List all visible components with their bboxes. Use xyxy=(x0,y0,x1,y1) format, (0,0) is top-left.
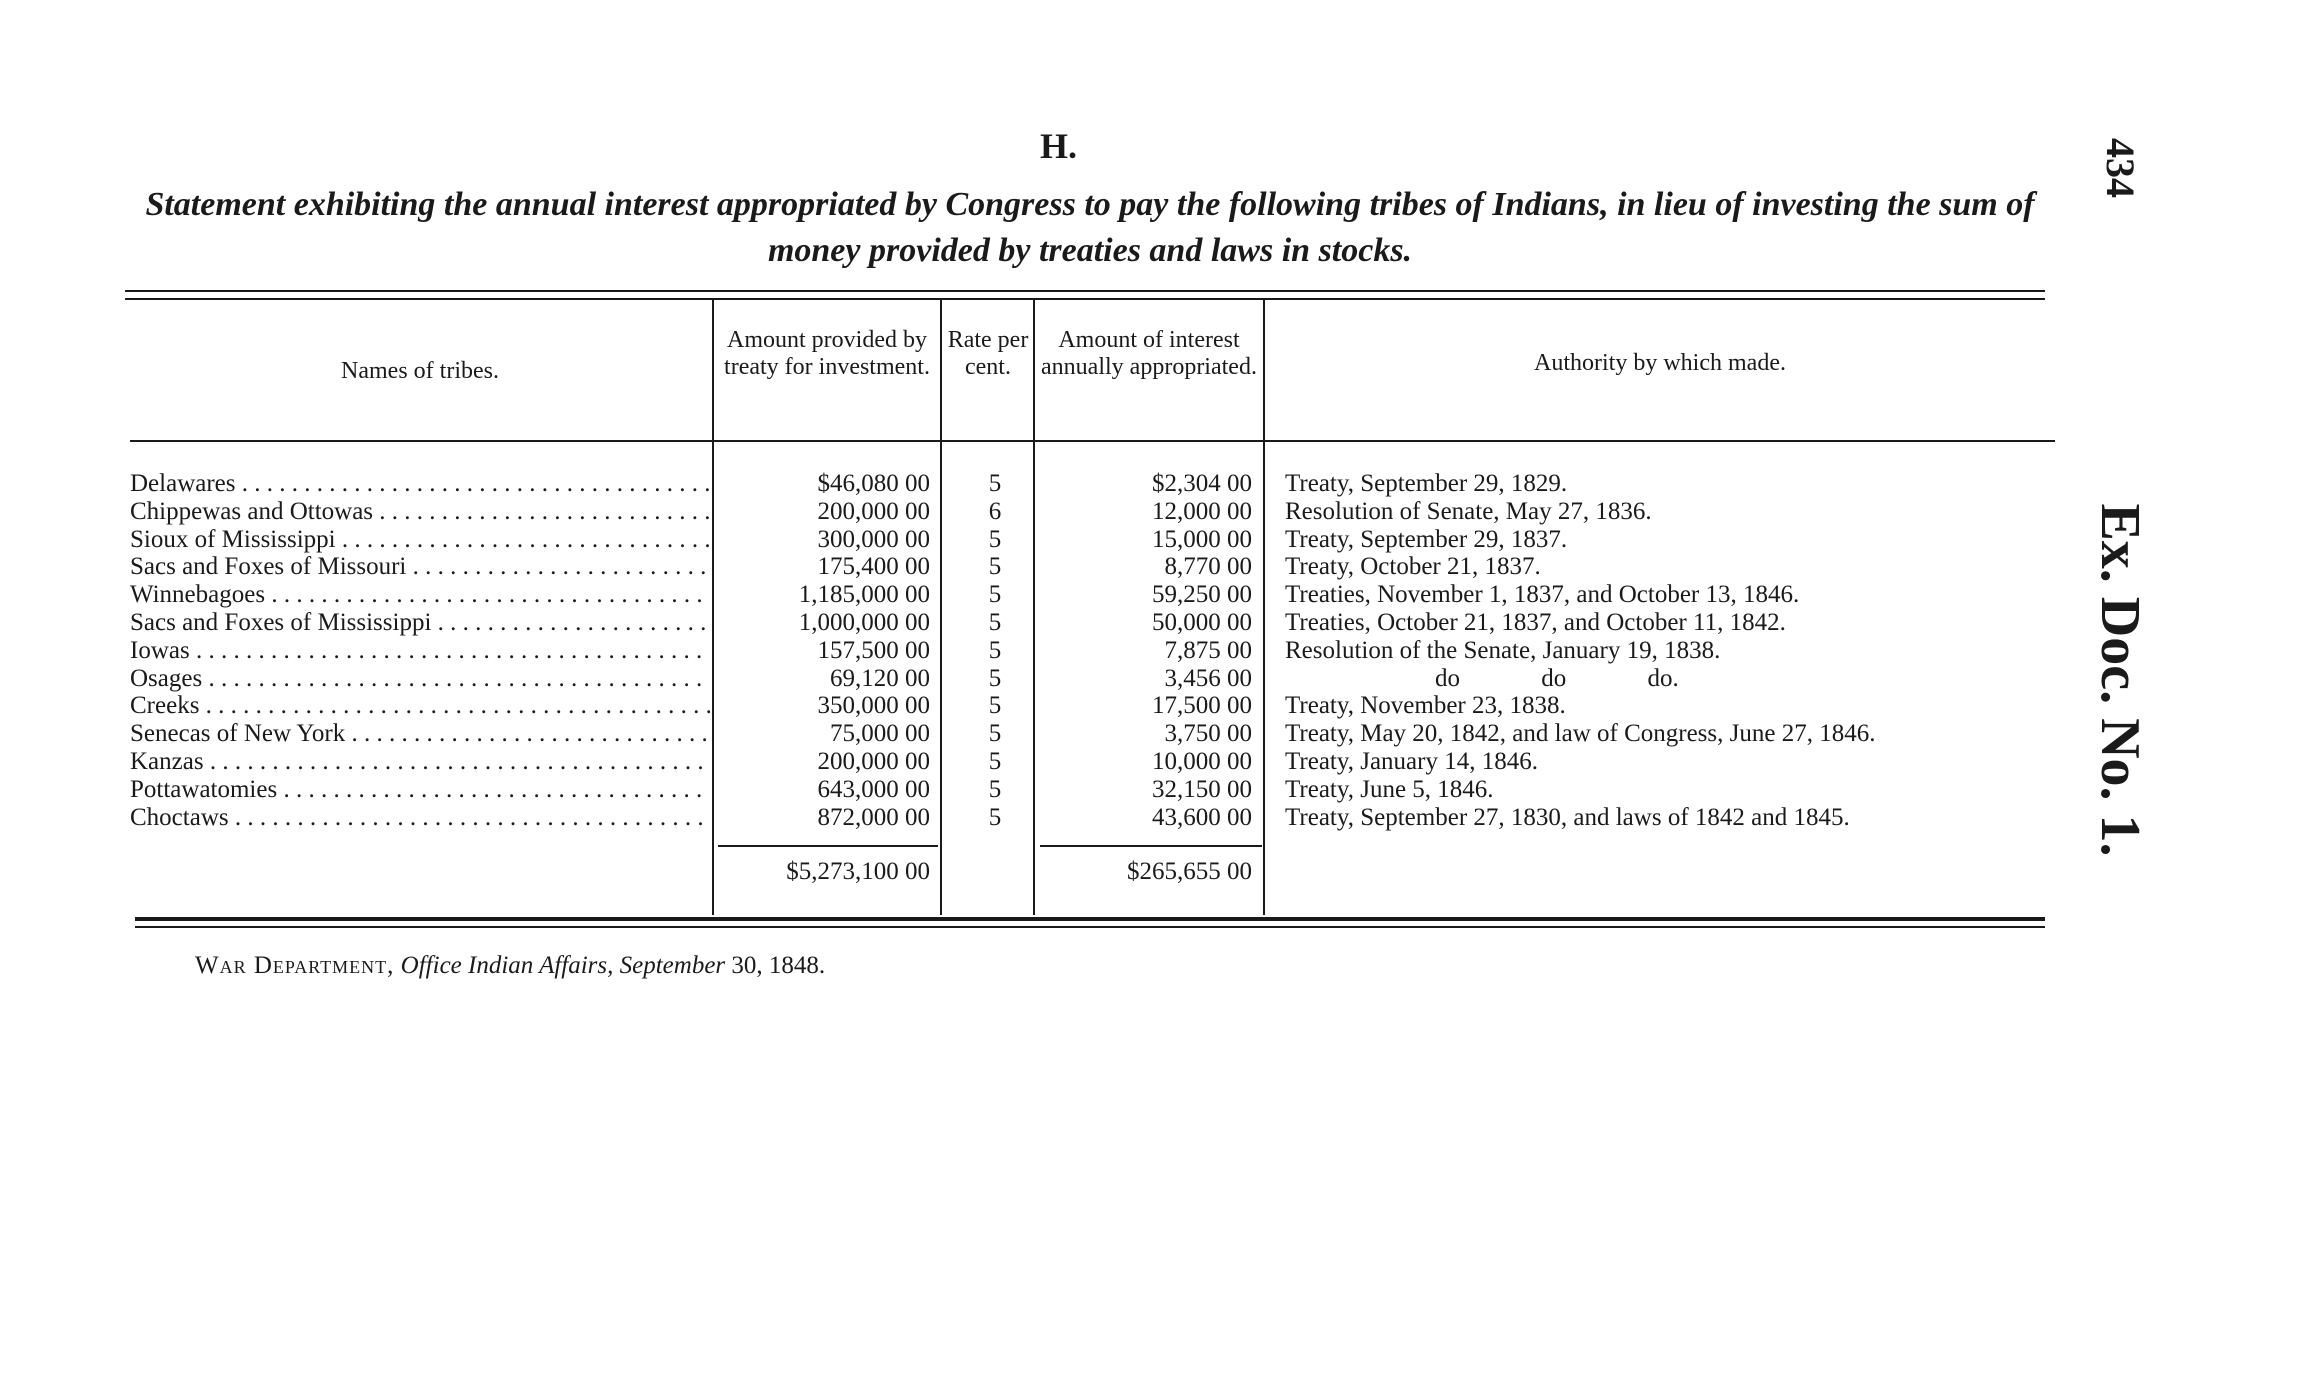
column-header-names: Names of tribes. xyxy=(341,358,499,384)
column-divider-4 xyxy=(1263,300,1265,915)
authority-cell: Treaty, June 5, 1846. xyxy=(1285,775,1494,803)
authority-cell: Treaty, September 29, 1829. xyxy=(1285,470,1568,497)
rate-cell: 5 xyxy=(988,803,1002,831)
tribe-name: Osages . . . xyxy=(130,665,710,693)
amount-cell: 157,500 00 xyxy=(817,636,930,664)
tribe-name: Iowas . . . xyxy=(130,637,710,665)
interest-column xyxy=(1040,470,1252,831)
page-number: 434 xyxy=(2098,138,2143,198)
rate-cell: 5 xyxy=(988,608,1002,636)
tribe-names-column xyxy=(130,470,710,831)
tribe-name: Delawares . . . xyxy=(130,470,710,498)
rate-cell: 5 xyxy=(988,692,1002,720)
interest-cell: 12,000 00 xyxy=(1152,497,1252,525)
amount-cell: 300,000 00 xyxy=(817,525,930,553)
amount-cell: 69,120 00 xyxy=(830,664,930,692)
document-label: Ex. Doc. No. 1. xyxy=(2089,503,2151,857)
tribe-name: Choctaws . . . xyxy=(130,804,710,832)
authority-cell: Treaty, January 14, 1846. xyxy=(1285,747,1538,775)
authority-cell: Treaty, May 20, 1842, and law of Congress, June 27, 1846. xyxy=(1285,720,1876,748)
rate-cell: 5 xyxy=(988,581,1002,609)
tribe-name: Pottawatomies . . . xyxy=(130,776,710,804)
document-title: Statement exhibiting the annual interest appropriated by Congress to pay the following tribes of Indians, in lieu of investing the sum of money provided by treaties and laws in stocks. xyxy=(145,186,2035,269)
header-rule xyxy=(130,440,2055,442)
column-header-amount: Amount provided by treaty for investment. xyxy=(724,327,930,380)
tribe-name: Sacs and Foxes of Missouri . . . xyxy=(130,553,710,581)
rate-column xyxy=(950,470,1040,831)
tribe-name: Chippewas and Ottowas . . . xyxy=(130,498,710,526)
authority-cell: Treaty, September 27, 1830, and laws of 1842 and 1845. xyxy=(1285,803,1850,831)
bottom-rule-2 xyxy=(135,926,2045,928)
tribe-name: Creeks . . . xyxy=(130,692,710,720)
tribe-name: Sacs and Foxes of Mississippi . . . xyxy=(130,609,710,637)
authority-cell: Treaty, October 21, 1837. xyxy=(1285,553,1541,581)
authority-cell: Treaties, November 1, 1837, and October 13, 1846. xyxy=(1285,581,1800,609)
top-rule-2 xyxy=(125,298,2045,300)
rate-cell: 5 xyxy=(988,553,1002,581)
rate-cell: 5 xyxy=(988,720,1002,748)
interest-cell: 15,000 00 xyxy=(1152,525,1252,553)
rate-cell: 5 xyxy=(988,470,1002,497)
section-heading: H. xyxy=(1040,126,1078,166)
amount-cell: $46,080 00 xyxy=(817,470,930,497)
rate-cell: 5 xyxy=(988,664,1002,692)
footer-note xyxy=(195,952,825,980)
interest-cell: 8,770 00 xyxy=(1164,553,1252,581)
authority-cell: Resolution of Senate, May 27, 1836. xyxy=(1285,497,1652,525)
bottom-rule-1 xyxy=(135,917,2045,921)
amount-cell: 872,000 00 xyxy=(817,803,930,831)
amount-cell: 1,185,000 00 xyxy=(798,581,930,609)
amount-cell: 350,000 00 xyxy=(817,692,930,720)
column-divider-2 xyxy=(940,300,942,915)
authority-cell-ditto: do do do. xyxy=(1435,664,1679,692)
interest-cell: $2,304 00 xyxy=(1152,470,1252,497)
interest-cell: 7,875 00 xyxy=(1164,636,1252,664)
amount-cell: 175,400 00 xyxy=(817,553,930,581)
interest-cell: 50,000 00 xyxy=(1152,608,1252,636)
authority-column xyxy=(1285,470,2065,831)
amount-cell: 1,000,000 00 xyxy=(798,608,930,636)
interest-cell: 59,250 00 xyxy=(1152,581,1252,609)
amount-cell: 200,000 00 xyxy=(817,747,930,775)
column-header-authority: Authority by which made. xyxy=(1534,350,1786,376)
footer-date: 30, 1848. xyxy=(731,952,826,979)
amount-cell: 643,000 00 xyxy=(817,775,930,803)
authority-cell: Treaty, September 29, 1837. xyxy=(1285,525,1568,553)
tribe-name: Kanzas . . . xyxy=(130,748,710,776)
tribe-name: Winnebagoes . . . xyxy=(130,581,710,609)
interest-cell: 43,600 00 xyxy=(1152,803,1252,831)
amount-column xyxy=(718,470,930,831)
interest-cell: 17,500 00 xyxy=(1152,692,1252,720)
authority-cell: Resolution of the Senate, January 19, 1838. xyxy=(1285,636,1721,664)
amount-cell: 200,000 00 xyxy=(817,497,930,525)
total-rule-amount xyxy=(718,845,938,847)
rate-cell: 5 xyxy=(988,525,1002,553)
total-amount: $5,273,100 00 xyxy=(786,858,930,885)
total-rule-interest xyxy=(1040,845,1262,847)
rate-cell: 5 xyxy=(988,775,1002,803)
amount-cell: 75,000 00 xyxy=(830,720,930,748)
interest-cell: 10,000 00 xyxy=(1152,747,1252,775)
column-header-rate: Rate per cent. xyxy=(947,327,1029,380)
interest-cell: 3,456 00 xyxy=(1164,664,1252,692)
authority-cell: Treaties, October 21, 1837, and October 11, 1842. xyxy=(1285,608,1786,636)
total-interest: $265,655 00 xyxy=(1127,858,1252,885)
footer-office: Office Indian Affairs, September xyxy=(400,952,726,979)
column-header-interest: Amount of interest annually appropriated. xyxy=(1041,327,1257,380)
rate-cell: 5 xyxy=(988,747,1002,775)
rate-cell: 5 xyxy=(988,636,1002,664)
footer-department: War Department, xyxy=(195,952,395,979)
tribe-name: Senecas of New York . . . xyxy=(130,720,710,748)
interest-cell: 32,150 00 xyxy=(1152,775,1252,803)
tribe-name: Sioux of Mississippi . . . xyxy=(130,526,710,554)
top-rule-1 xyxy=(125,290,2045,292)
rate-cell: 6 xyxy=(988,497,1002,525)
authority-cell: Treaty, November 23, 1838. xyxy=(1285,692,1566,720)
interest-cell: 3,750 00 xyxy=(1164,720,1252,748)
column-divider-1 xyxy=(712,300,714,915)
